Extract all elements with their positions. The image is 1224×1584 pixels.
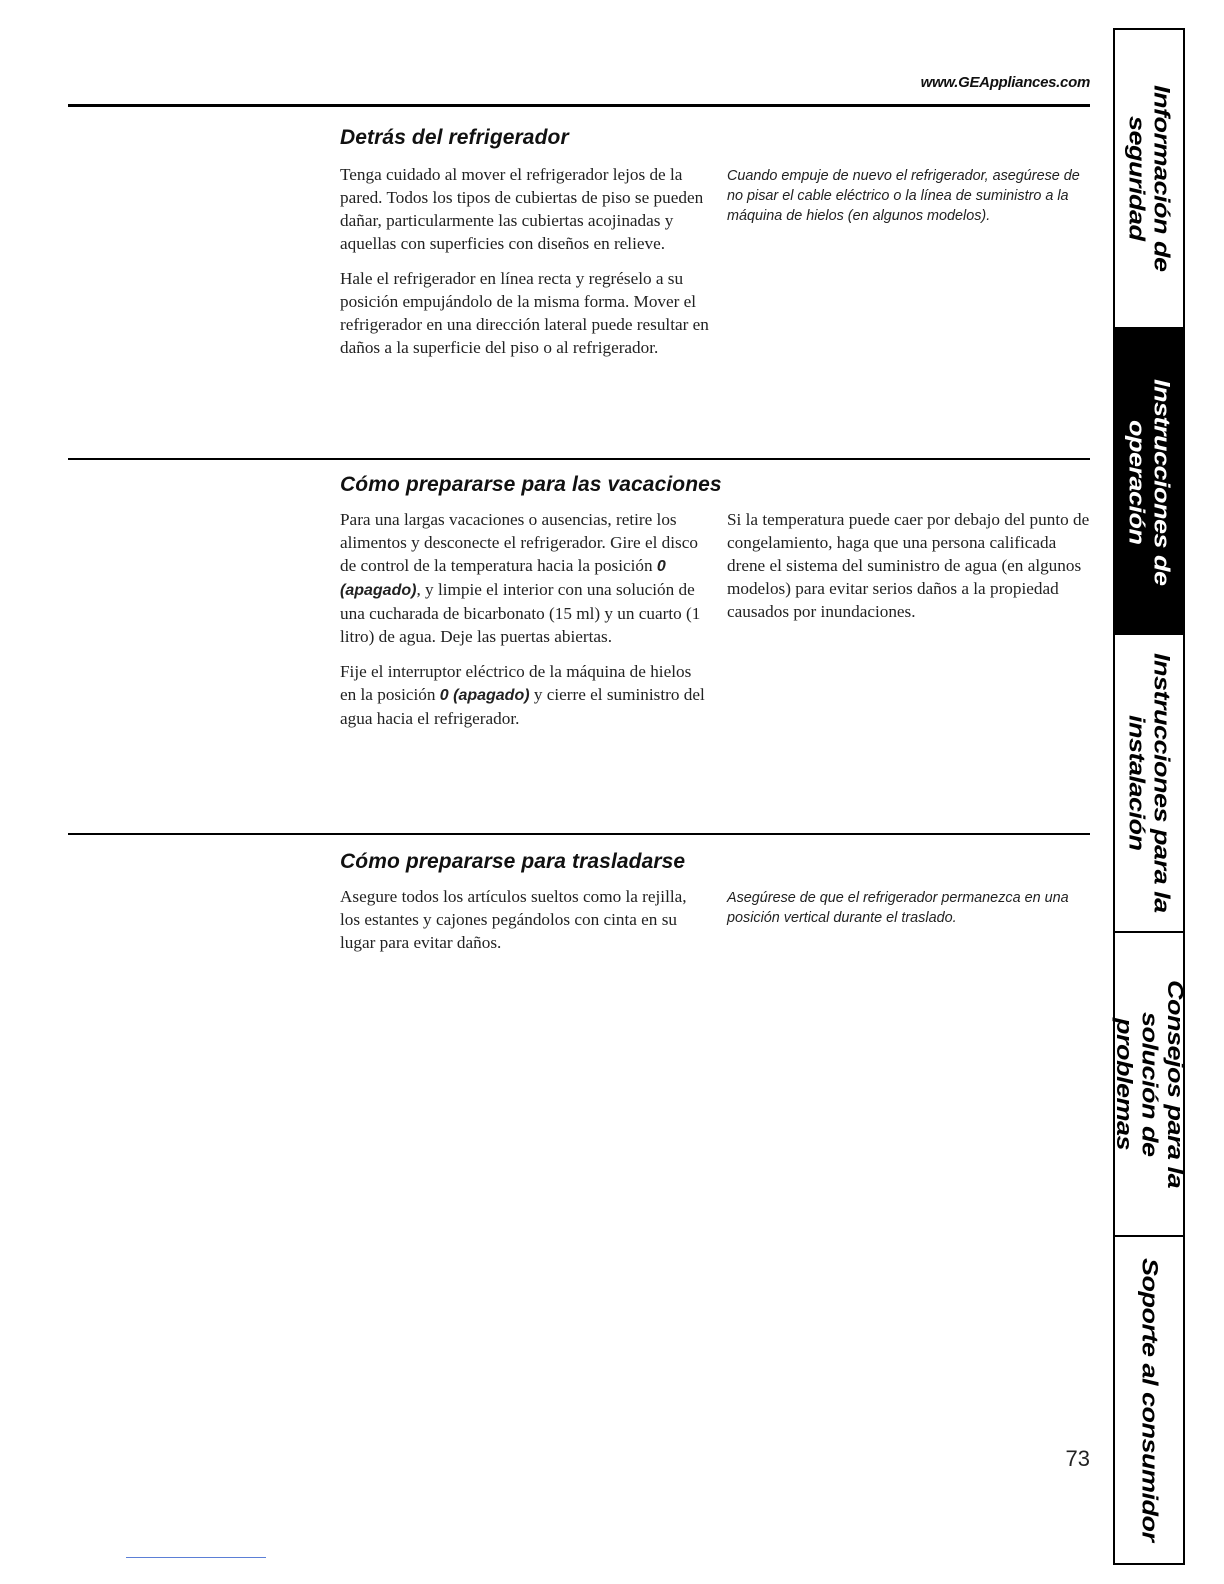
- section-2-right-body: [727, 508, 1097, 635]
- tab-label: Consejos para la solución de problemas: [1111, 979, 1188, 1189]
- page-number: 73: [1065, 1446, 1090, 1471]
- tab-safety-information[interactable]: [1115, 30, 1183, 329]
- paragraph: Asegure todos los artículos sueltos como la rejilla, los estantes y cajones pegándolos con cinta en su lugar para evitar daños.: [340, 887, 687, 952]
- section-divider: [68, 458, 1090, 460]
- section-1-note: Cuando empuje de nuevo el refrigerador, asegúrese de no pisar el cable eléctrico o la línea de suministro a la máquina de hielos (en algunos modelos).: [727, 168, 1080, 224]
- section-2-body: [340, 508, 710, 742]
- text-span: Para una largas vacaciones o ausencias, retire los alimentos y desconecte el refrigerador. Gire el disco de control de la temperatura hacia la posición: [340, 510, 698, 575]
- text-span: y cierre el suministro del agua hacia el refrigerador.: [340, 685, 705, 728]
- paragraph: Tenga cuidado al mover el refrigerador lejos de la pared. Todos los tipos de cubiertas de piso se pueden dañar, particularmente las cubiertas acojinadas y aquellas con superficies con diseños en relieve.: [340, 165, 704, 253]
- section-title-vacation: Cómo prepararse para las vacaciones: [340, 473, 722, 496]
- tab-consumer-support[interactable]: [1115, 1237, 1183, 1563]
- paragraph: Si la temperatura puede caer por debajo del punto de congelamiento, haga que una persona calificada drene el sistema del suministro de agua (en algunos modelos) para evitar serios daños a la propiedad causados por inundaciones.: [727, 510, 1090, 621]
- tab-label: Información de seguridad: [1124, 85, 1175, 272]
- section-title-moving: Cómo prepararse para trasladarse: [340, 850, 686, 873]
- section-tabs: [1111, 28, 1188, 1565]
- tab-troubleshooting-tips[interactable]: [1111, 933, 1188, 1237]
- section-1-body: [340, 163, 710, 371]
- section-3-body: [340, 885, 710, 966]
- paragraph: [340, 508, 710, 648]
- tab-installation-instructions[interactable]: [1115, 635, 1183, 933]
- page-url: www.GEAppliances.com: [920, 74, 1090, 91]
- tab-label: Soporte al consumidor: [1137, 1258, 1162, 1542]
- footer-link-underline: [126, 1557, 266, 1558]
- tab-label: Instrucciones de operación: [1124, 378, 1175, 586]
- tab-operating-instructions[interactable]: [1115, 329, 1183, 635]
- section-divider: [68, 833, 1090, 835]
- paragraph: Hale el refrigerador en línea recta y regréselo a su posición empujándolo de la misma forma. Mover el refrigerador en una dirección lateral puede resultar en daños a la superficie del piso o al refrigerador.: [340, 269, 709, 357]
- text-span: , y limpie el interior con una solución de una cucharada de bicarbonato (15 ml) y un cuarto (1 litro) de agua. Deje las puertas abiertas.: [340, 580, 701, 646]
- paragraph: [340, 660, 710, 730]
- setting-label: 0 (apagado): [340, 558, 666, 599]
- section-title-behind-refrigerator: Detrás del refrigerador: [340, 126, 569, 149]
- setting-label: 0 (apagado): [439, 687, 530, 704]
- top-rule: [68, 104, 1090, 107]
- text-span: Fije el interruptor eléctrico de la máquina de hielos en la posición: [340, 662, 692, 704]
- section-3-note: Asegúrese de que el refrigerador permanezca en una posición vertical durante el traslado.: [727, 890, 1069, 926]
- tab-label: Instrucciones para la instalación: [1124, 653, 1175, 913]
